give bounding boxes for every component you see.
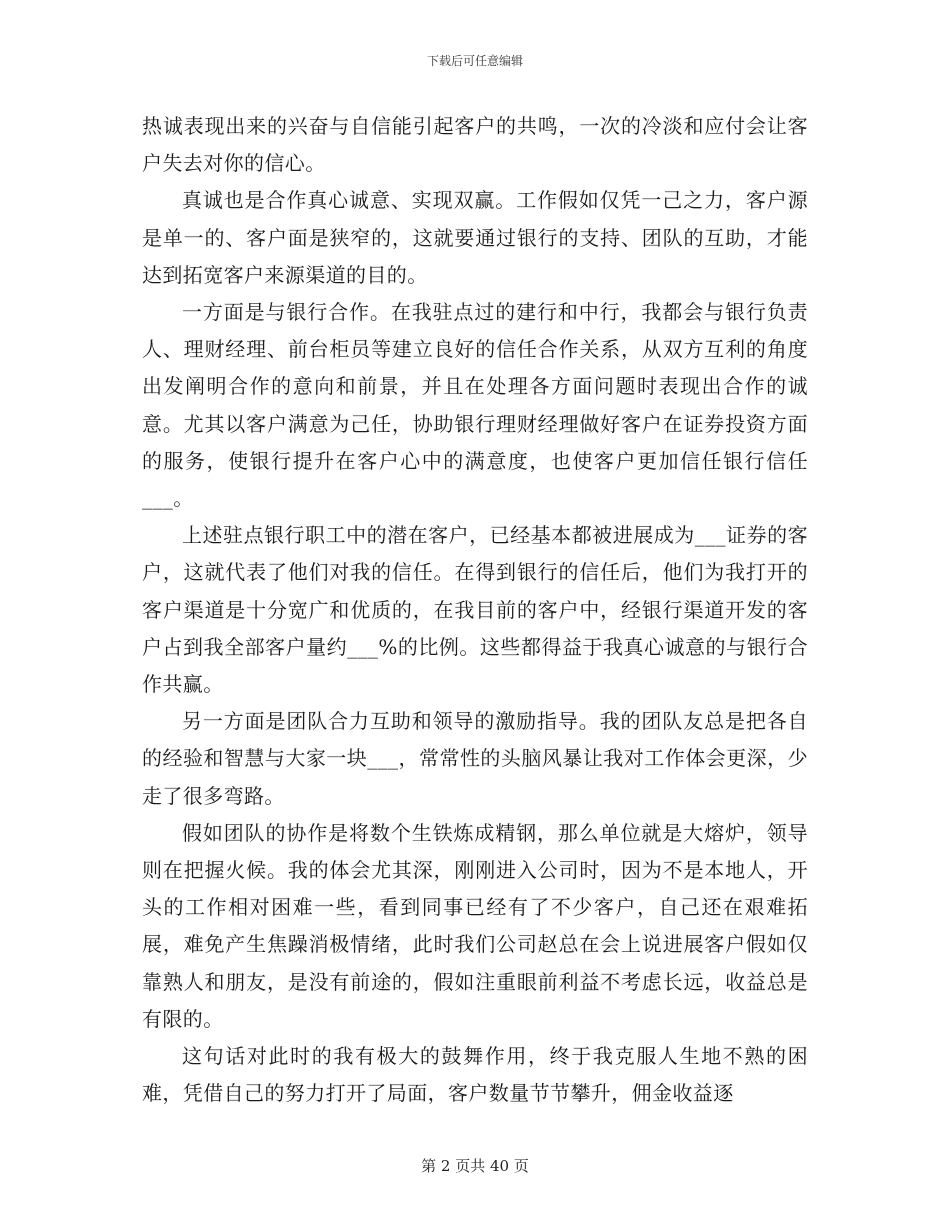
- paragraph: 热诚表现出来的兴奋与自信能引起客户的共鸣，一次的冷淡和应付会让客户失去对你的信心。: [142, 114, 808, 176]
- paragraph: 上述驻点银行职工中的潜在客户，已经基本都被进展成为___证券的客户，这就代表了他们对我的信任。在得到银行的信任后，他们为我打开的客户渠道是十分宽广和优质的，在我目前的客户中，经银行渠道开发的客户占到我全部客户量约___%的比例。这些都得益于我真心诚意的与银行合作共赢。: [142, 523, 808, 697]
- paragraph: 这句话对此时的我有极大的鼓舞作用，终于我克服人生地不熟的困难，凭借自己的努力打开了局面，客户数量节节攀升，佣金收益逐: [142, 1044, 808, 1106]
- paragraph: 一方面是与银行合作。在我驻点过的建行和中行，我都会与银行负责人、理财经理、前台柜员等建立良好的信任合作关系，从双方互利的角度出发阐明合作的意向和前景，并且在处理各方面问题时表现出合作的诚意。尤其以客户满意为己任，协助银行理财经理做好客户在证券投资方面的服务，使银行提升在客户心中的满意度，也使客户更加信任银行信任___。: [142, 300, 808, 511]
- paragraph: 假如团队的协作是将数个生铁炼成精钢，那么单位就是大熔炉，领导则在把握火候。我的体会尤其深，刚刚进入公司时，因为不是本地人，开头的工作相对困难一些，看到同事已经有了不少客户，自己还在艰难拓展，难免产生焦躁消极情绪，此时我们公司赵总在会上说进展客户假如仅靠熟人和朋友，是没有前途的，假如注重眼前利益不考虑长远，收益总是有限的。: [142, 820, 808, 1031]
- page-footer: 第 2 页共 40 页: [421, 1157, 529, 1175]
- document-body: [142, 108, 808, 1112]
- paragraph: 真诚也是合作真心诚意、实现双赢。工作假如仅凭一己之力，客户源是单一的、客户面是狭窄的，这就要通过银行的支持、团队的互助，才能达到拓宽客户来源渠道的目的。: [142, 188, 808, 287]
- page-header: 下载后可任意编辑: [426, 54, 523, 68]
- paragraph: 另一方面是团队合力互助和领导的激励指导。我的团队友总是把各自的经验和智慧与大家一块___，常常性的头脑风暴让我对工作体会更深，少走了很多弯路。: [142, 709, 808, 808]
